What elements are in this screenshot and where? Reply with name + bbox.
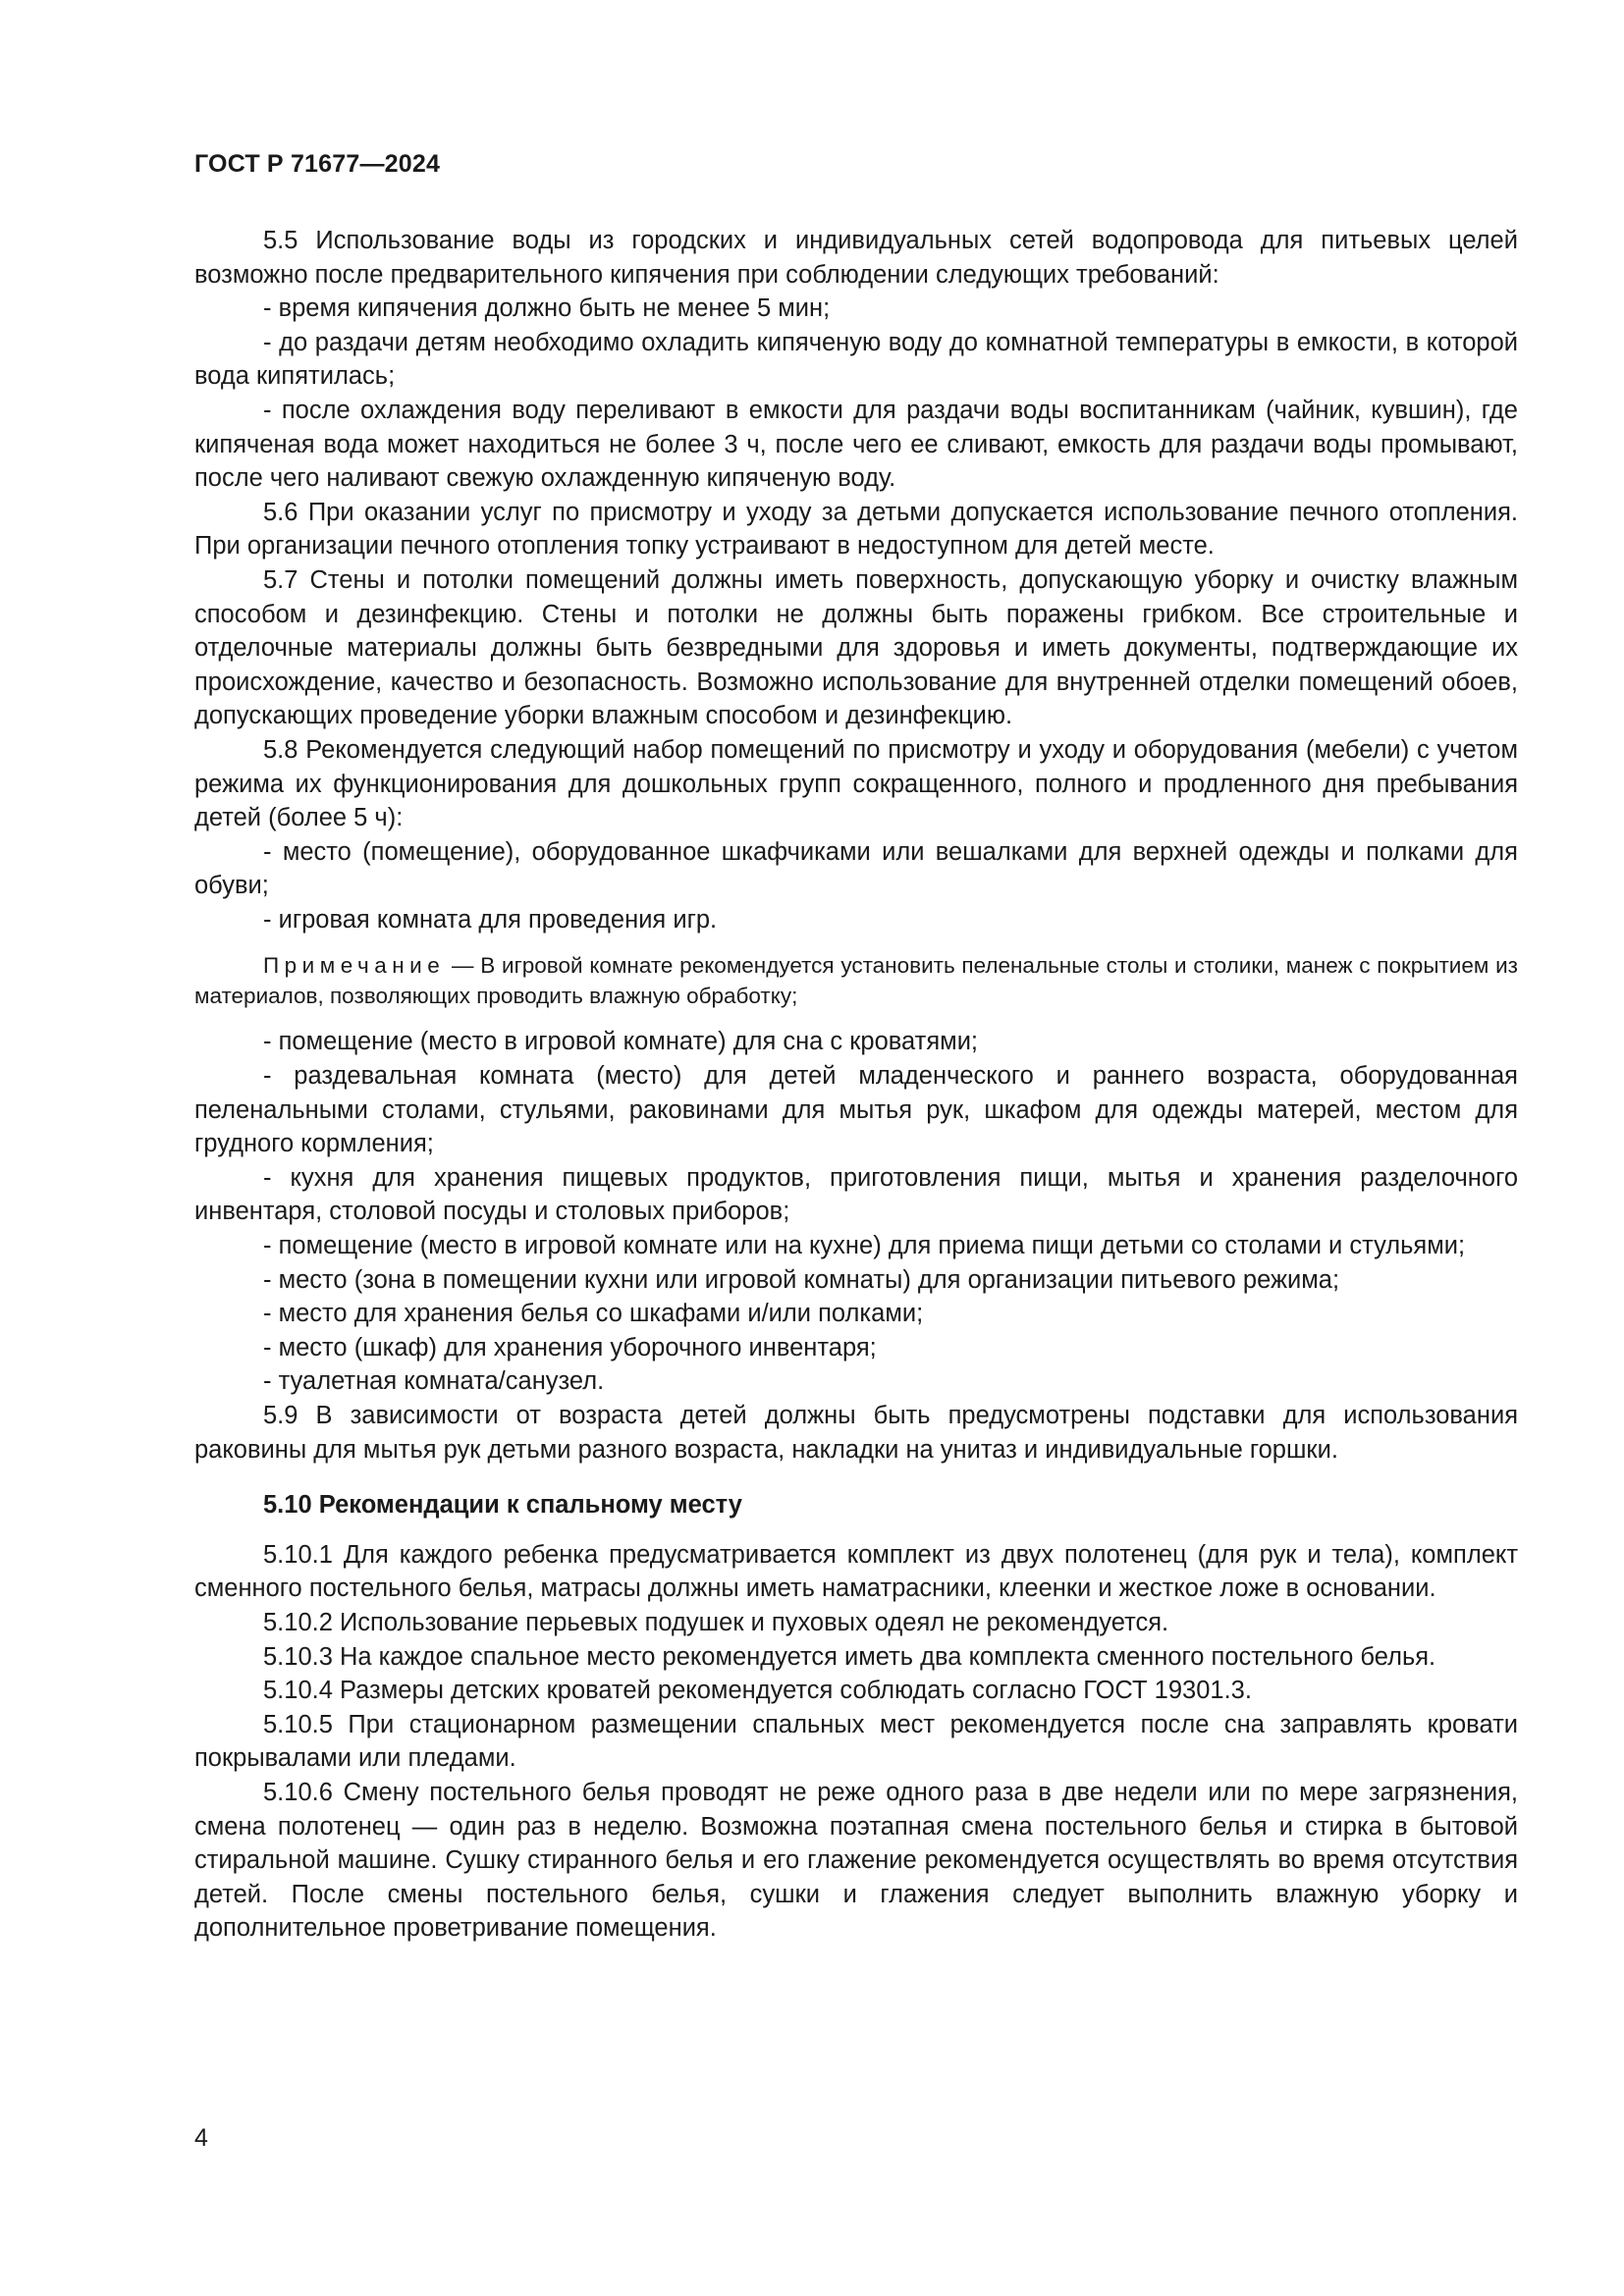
document-code-header: ГОСТ Р 71677—2024 — [194, 150, 441, 178]
paragraph-5-10-5: 5.10.5 При стационарном размещении спальных мест рекомендуется после сна заправлять кровати покрывалами или пледами. — [194, 1710, 1518, 1773]
list-item-changing-room: - раздевальная комната (место) для детей младенческого и раннего возраста, оборудованная пеленальными столами, стульями, раковинами для мытья рук, шкафом для одежды матерей, местом для грудного кормления; — [194, 1062, 1518, 1158]
paragraph-5-10-4: 5.10.4 Размеры детских кроватей рекомендуется соблюдать согласно ГОСТ 19301.3. — [263, 1677, 1252, 1705]
list-item-dining: - помещение (место в игровой комнате или на кухне) для приема пищи детьми со столами и стульями; — [263, 1232, 1466, 1260]
list-item-cleaning-storage: - место (шкаф) для хранения уборочного инвентаря; — [263, 1333, 877, 1362]
paragraph-5-9: 5.9 В зависимости от возраста детей должны быть предусмотрены подставки для использования раковины для мытья рук детьми разного возраста, накладки на унитаз и индивидуальные горшки. — [194, 1402, 1518, 1464]
list-item-pouring: - после охлаждения воду переливают в емкости для раздачи воды воспитанникам (чайник, кувшин), где кипяченая вода может находиться не более 3 ч, после чего ее сливают, емкость для раздачи воды промывают, после чего наливают свежую охлажденную кипяченую воду. — [194, 396, 1518, 493]
list-item-kitchen: - кухня для хранения пищевых продуктов, приготовления пищи, мытья и хранения разделочного инвентаря, столовой посуды и столовых приборов; — [194, 1163, 1518, 1226]
paragraph-5-8: 5.8 Рекомендуется следующий набор помещений по присмотру и уходу и оборудования (мебели) с учетом режима их функционирования для дошкольных групп сокращенного, полного и продленного дня пребывания детей (более 5 ч): — [194, 735, 1518, 832]
list-item-boiling-time: - время кипячения должно быть не менее 5 мин; — [263, 294, 831, 323]
list-item-linen-storage: - место для хранения белья со шкафами и/или полками; — [263, 1300, 924, 1328]
paragraph-5-10-3: 5.10.3 На каждое спальное место рекомендуется иметь два комплекта сменного постельного белья. — [263, 1642, 1436, 1671]
note-text: — В игровой комнате рекомендуется установить пеленальные столы и столики, манеж с покрытием из материалов, позволяющих проводить влажную обработку; — [194, 953, 1518, 1009]
note-label: Примечание — [263, 953, 446, 979]
paragraph-5-10-6: 5.10.6 Смену постельного белья проводят не реже одного раза в две недели или по мере загрязнения, смена полотенец — один раз в неделю. Возможна поэтапная смена постельного белья и стирка в бытовой стиральной машине. Сушку стиранного белья и его глажение рекомендуется осуществлять во время отсутствия детей. После смены постельного белья, сушки и глажения следует выполнить влажную уборку и дополнительное проветривание помещения. — [194, 1778, 1518, 1943]
section-heading-5-10: 5.10 Рекомендации к спальному месту — [263, 1491, 742, 1520]
paragraph-5-6: 5.6 При оказании услуг по присмотру и уходу за детьми допускается использование печного отопления. При организации печного отопления топку устраивают в недоступном для детей месте. — [194, 498, 1518, 561]
document-body — [194, 224, 1518, 1946]
note — [194, 950, 1518, 1011]
list-item-cloakroom: - место (помещение), оборудованное шкафчиками или вешалками для верхней одежды и полками для обуви; — [194, 837, 1518, 900]
list-item-cooling: - до раздачи детям необходимо охладить кипяченую воду до комнатной температуры в емкости, в которой вода кипятилась; — [194, 328, 1518, 391]
list-item-playroom: - игровая комната для проведения игр. — [263, 905, 718, 934]
page-number: 4 — [194, 2124, 208, 2152]
list-item-toilet: - туалетная комната/санузел. — [263, 1367, 605, 1396]
list-item-sleep-room: - помещение (место в игровой комнате) для сна с кроватями; — [263, 1028, 979, 1056]
paragraph-5-7: 5.7 Стены и потолки помещений должны иметь поверхность, допускающую уборку и очистку влажным способом и дезинфекцию. Стены и потолки не должны быть поражены грибком. Все строительные и отделочные материалы должны быть безвредными для здоровья и иметь документы, подтверждающие их происхождение, качество и безопасность. Возможно использование для внутренней отделки помещений обоев, допускающих проведение уборки влажным способом и дезинфекцию. — [194, 565, 1518, 730]
paragraph-5-5: 5.5 Использование воды из городских и индивидуальных сетей водопровода для питьевых целей возможно после предварительного кипячения при соблюдении следующих требований: — [194, 227, 1518, 289]
paragraph-5-10-2: 5.10.2 Использование перьевых подушек и пуховых одеял не рекомендуется. — [263, 1608, 1169, 1636]
paragraph-5-10-1: 5.10.1 Для каждого ребенка предусматривается комплект из двух полотенец (для рук и тела), комплект сменного постельного белья, матрасы должны иметь наматрасники, клеенки и жесткое ложе в основании. — [194, 1540, 1518, 1603]
list-item-drinking-zone: - место (зона в помещении кухни или игровой комнаты) для организации питьевого режима; — [263, 1265, 1340, 1294]
